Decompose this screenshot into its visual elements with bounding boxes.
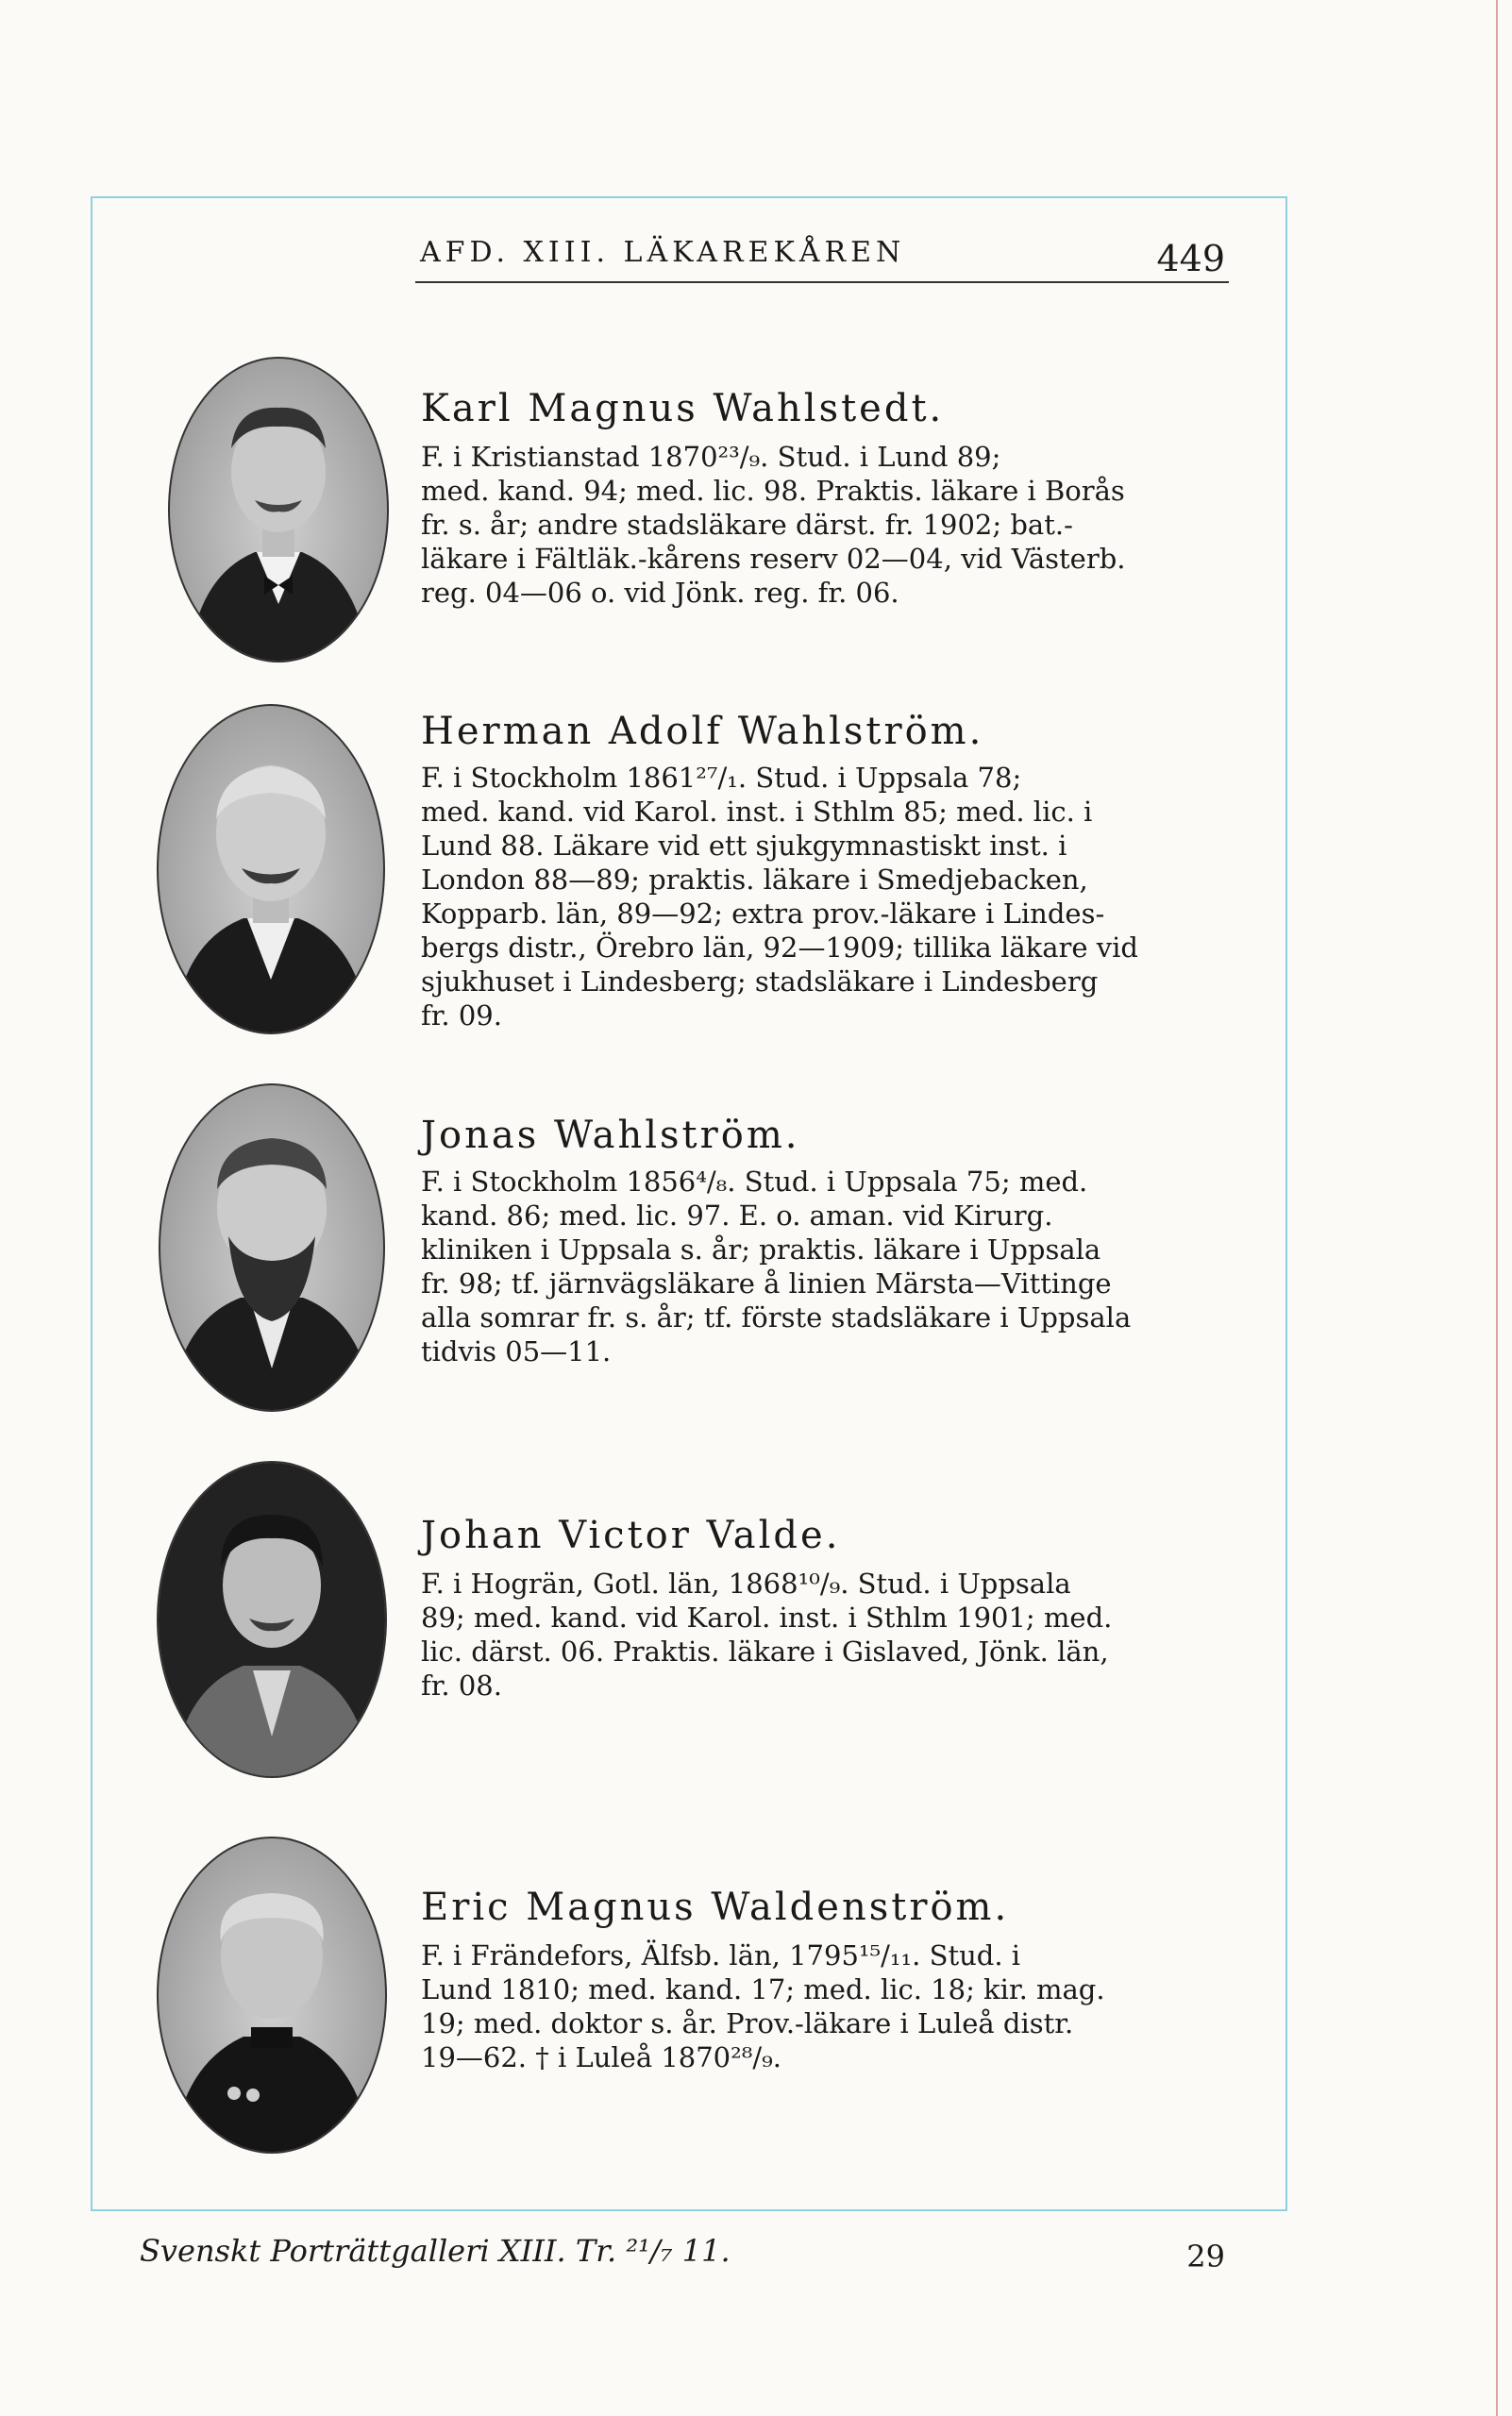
footer-imprint: Svenskt Porträttgalleri XIII. Tr. ²¹/₇ 11.	[140, 2233, 731, 2269]
portrait-photo	[157, 1461, 387, 1778]
bio-line: London 88—89; praktis. läkare i Smedjebacken,	[421, 864, 1088, 896]
bio-line: fr. 98; tf. järnvägsläkare å linien Märsta—Vittinge	[421, 1267, 1112, 1300]
bio-line: bergs distr., Örebro län, 92—1909; tillika läkare vid	[421, 931, 1138, 964]
bio-line: tidvis 05—11.	[421, 1335, 612, 1367]
entry-name: Jonas Wahlström.	[421, 1114, 800, 1157]
page-edge-line	[1496, 0, 1498, 2416]
portrait-photo	[168, 357, 389, 663]
bio-line: lic. därst. 06. Praktis. läkare i Gislaved, Jönk. län,	[421, 1636, 1109, 1668]
bio-line: F. i Stockholm 1856⁴/₈. Stud. i Uppsala 75; med.	[421, 1166, 1088, 1198]
bio-line: 89; med. kand. vid Karol. inst. i Sthlm 1901; med.	[421, 1602, 1113, 1634]
entry-name: Herman Adolf Wahlström.	[421, 710, 984, 753]
bio-line: läkare i Fältläk.-kårens reserv 02—04, vid Västerb.	[421, 543, 1126, 575]
bio-line: Kopparb. län, 89—92; extra prov.-läkare i Lindes-	[421, 898, 1105, 930]
bio-line: F. i Hogrän, Gotl. län, 1868¹⁰/₉. Stud. i Uppsala	[421, 1568, 1071, 1600]
footer-signature-number: 29	[1186, 2239, 1225, 2274]
portrait-photo	[157, 704, 385, 1034]
bio-line: reg. 04—06 o. vid Jönk. reg. fr. 06.	[421, 577, 899, 609]
bio-line: fr. 09.	[421, 999, 502, 1032]
page-number: 449	[1156, 238, 1225, 279]
page-footer	[140, 2233, 1225, 2274]
entry-bio	[421, 1938, 1231, 2074]
bio-line: F. i Kristianstad 1870²³/₉. Stud. i Lund 89;	[421, 441, 1001, 473]
bio-line: alla somrar fr. s. år; tf. förste stadsläkare i Uppsala	[421, 1301, 1132, 1334]
entry-name: Eric Magnus Waldenström.	[421, 1886, 1010, 1929]
entry-name: Karl Magnus Wahlstedt.	[421, 387, 945, 430]
section-title: AFD. XIII. LÄKAREKÅREN	[420, 236, 906, 269]
bio-line: F. i Frändefors, Älfsb. län, 1795¹⁵/₁₁. Stud. i	[421, 1939, 1021, 1971]
bio-line: Lund 88. Läkare vid ett sjukgymnastiskt inst. i	[421, 830, 1067, 862]
bio-line: Lund 1810; med. kand. 17; med. lic. 18; kir. mag.	[421, 1973, 1105, 2005]
bio-line: fr. s. år; andre stadsläkare därst. fr. 1902; bat.-	[421, 509, 1073, 541]
running-head	[415, 234, 1229, 283]
bio-line: 19; med. doktor s. år. Prov.-läkare i Luleå distr.	[421, 2007, 1074, 2039]
entry-bio	[421, 1567, 1231, 1703]
entry-bio	[421, 761, 1231, 1032]
entry-bio	[421, 440, 1231, 610]
portrait-photo	[157, 1837, 387, 2154]
bio-line: kliniken i Uppsala s. år; praktis. läkare i Uppsala	[421, 1233, 1101, 1266]
bio-line: med. kand. vid Karol. inst. i Sthlm 85; med. lic. i	[421, 796, 1093, 828]
bio-line: sjukhuset i Lindesberg; stadsläkare i Lindesberg	[421, 965, 1099, 998]
bio-line: 19—62. † i Luleå 1870²⁸/₉.	[421, 2041, 781, 2073]
entry-bio	[421, 1165, 1231, 1368]
bio-line: F. i Stockholm 1861²⁷/₁. Stud. i Uppsala 78;	[421, 762, 1022, 794]
portrait-photo	[159, 1083, 385, 1412]
bio-line: fr. 08.	[421, 1669, 502, 1702]
bio-line: kand. 86; med. lic. 97. E. o. aman. vid Kirurg.	[421, 1200, 1053, 1232]
bio-line: med. kand. 94; med. lic. 98. Praktis. läkare i Borås	[421, 475, 1125, 507]
entry-name: Johan Victor Valde.	[421, 1514, 841, 1557]
